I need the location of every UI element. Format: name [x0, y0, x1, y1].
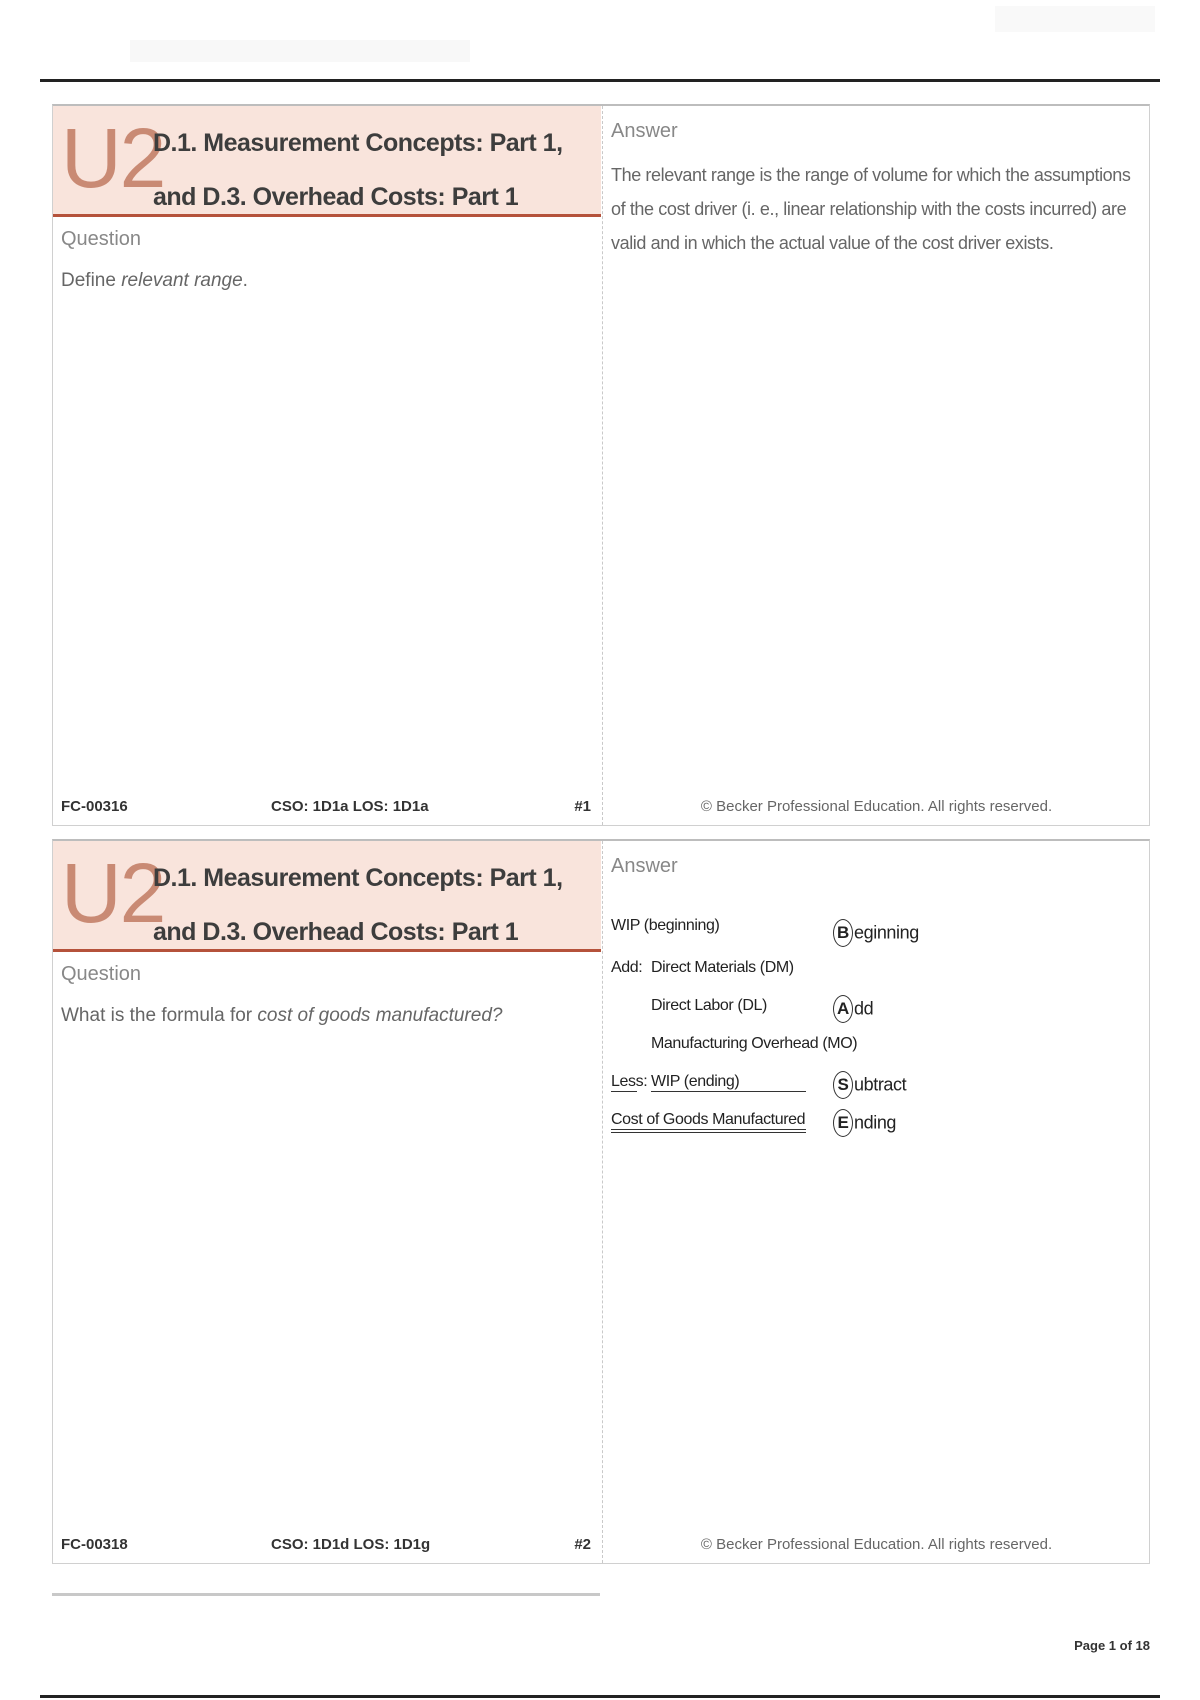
card-id: FC-00318: [61, 1536, 128, 1553]
formula-wip-beginning: WIP (beginning): [611, 917, 720, 934]
mnemonic-rest: ubtract: [854, 1074, 907, 1095]
question-label: Question: [61, 963, 142, 985]
mnemonic-rest: eginning: [854, 922, 919, 943]
answer-label: Answer: [611, 855, 678, 877]
question-emphasis: relevant range: [121, 270, 243, 291]
mnemonic-letter-b: B: [833, 919, 853, 947]
card-header: [53, 841, 601, 952]
formula-wip-ending: WIP (ending): [651, 1073, 806, 1092]
flashcard-1-question-side: [53, 106, 601, 825]
formula-direct-labor: Direct Labor (DL): [651, 997, 767, 1014]
mnemonic-letter-e: E: [833, 1109, 853, 1137]
cso-los: CSO: 1D1a LOS: 1D1a: [271, 798, 429, 815]
mnemonic-subtract: [833, 1071, 906, 1099]
formula-cogm: Cost of Goods Manufactured: [611, 1111, 806, 1133]
flashcard-2-question-side: [53, 841, 601, 1563]
card-number: #2: [574, 1536, 591, 1553]
answer-label: Answer: [611, 120, 678, 142]
card-header: [53, 106, 601, 217]
bottom-rule: [40, 1695, 1160, 1698]
top-rule: [40, 79, 1160, 82]
mnemonic-letter-s: S: [833, 1071, 853, 1099]
unit-badge: U2: [61, 111, 165, 205]
copyright-notice: © Becker Professional Education. All rights reserved.: [700, 1536, 1053, 1553]
unit-badge: U2: [61, 846, 165, 940]
answer-text: The relevant range is the range of volume for which the assumptions of the cost driver (i. e., linear relationship with the costs incurred) are valid and in which the actual value of the cost driver exists.: [611, 165, 1131, 253]
flashcard-1: [52, 104, 1150, 826]
copyright-notice: © Becker Professional Education. All rights reserved.: [700, 798, 1053, 815]
card-title: D.1. Measurement Concepts: Part 1, and D.3. Overhead Costs: Part 1: [153, 129, 563, 211]
cso-los: CSO: 1D1d LOS: 1D1g: [271, 1536, 431, 1553]
flashcard-2-answer-side: [602, 841, 1150, 1563]
flashcard-2: [52, 839, 1150, 1564]
next-card-edge: [52, 1593, 600, 1596]
mnemonic-rest: dd: [854, 998, 874, 1019]
card-number: #1: [574, 798, 591, 815]
question-prefix: Define: [61, 270, 122, 291]
question-label: Question: [61, 228, 142, 250]
mnemonic-rest: nding: [854, 1112, 897, 1133]
question-suffix: .: [242, 270, 248, 291]
card-id: FC-00316: [61, 798, 128, 815]
faded-header-logo: [995, 6, 1155, 32]
cogm-formula: [611, 911, 1131, 1141]
faded-header-text: [130, 40, 470, 62]
formula-add-label: Add:: [611, 959, 643, 976]
page-number: Page 1 of 18: [1074, 1638, 1150, 1653]
question-text: [61, 270, 248, 292]
mnemonic-ending: [833, 1109, 896, 1137]
flashcard-1-answer-side: [602, 106, 1150, 825]
formula-manufacturing-overhead: Manufacturing Overhead (MO): [651, 1035, 858, 1052]
mnemonic-add: [833, 995, 873, 1023]
question-prefix: What is the formula for: [61, 1005, 258, 1026]
formula-direct-materials: Direct Materials (DM): [651, 959, 794, 976]
formula-less-label: Less:: [611, 1073, 648, 1090]
question-text: [61, 1005, 502, 1027]
mnemonic-beginning: [833, 919, 919, 947]
card-title: D.1. Measurement Concepts: Part 1, and D.3. Overhead Costs: Part 1: [153, 864, 563, 946]
question-emphasis: cost of goods manufactured?: [257, 1005, 503, 1026]
mnemonic-letter-a: A: [833, 995, 853, 1023]
